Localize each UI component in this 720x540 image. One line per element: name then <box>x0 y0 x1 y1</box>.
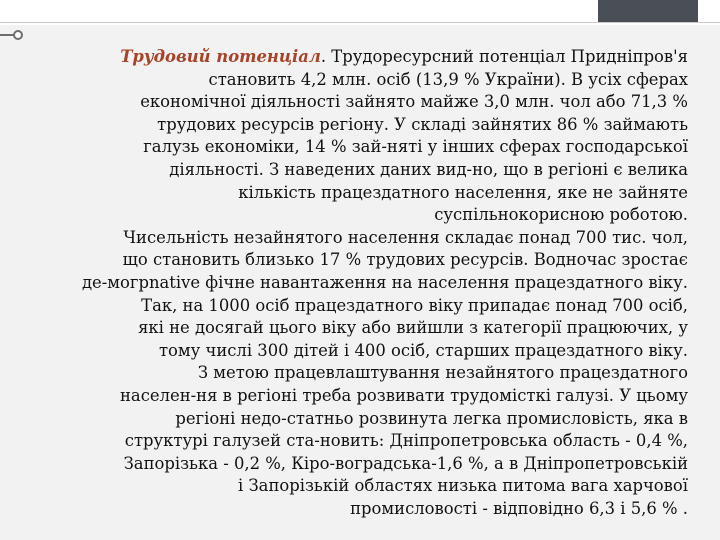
paragraph-3-line: населен-ня в регіоні треба розвивати трудомісткі галузі. У цьому <box>120 385 688 405</box>
paragraph-2-line: Так, на 1000 осіб працездатного віку припадає понад 700 осіб, <box>141 295 688 315</box>
paragraph-2 <box>46 227 688 363</box>
paragraph-1-line: галузь економіки, 14 % зай-няті у інших сферах господарської <box>143 137 688 157</box>
paragraph-1-line: становить 4,2 млн. осіб (13,9 % України). В усіх сферах <box>208 69 688 89</box>
paragraph-1-line: суспільнокорисною роботою. <box>434 205 688 225</box>
paragraph-2-line: де-могрnative фічне навантаження на населення працездатного віку. <box>81 272 688 292</box>
paragraph-2-line: тому числі 300 дітей і 400 осіб, старших працездатного віку. <box>158 340 688 360</box>
decorative-circle <box>13 30 23 40</box>
paragraph-1-first-line-text: . Трудоресурсний потенціал Придніпров'я <box>320 47 688 66</box>
paragraph-1-line: трудових ресурсів регіону. У складі зайнятих 86 % займають <box>157 114 688 134</box>
paragraph-3-line: і Запорізькій областях низька питома вага харчової <box>238 476 688 496</box>
paragraph-3-line: Запорізька - 0,2 %, Кіро-воградська-1,6 %, а в Дніпропетровській <box>123 453 688 473</box>
paragraph-2-line: Чисельність незайнятого населення складає понад 700 тис. чол, <box>123 227 688 247</box>
header-dark-block <box>598 0 698 22</box>
paragraph-2-line: що становить близько 17 % трудових ресурсів. Водночас зростає <box>122 250 688 270</box>
paragraph-1-line: кількість працездатного населення, яке не зайняте <box>238 182 688 202</box>
paragraph-3-line: регіоні недо-статньо розвинута легка промисловість, яка в <box>175 408 688 428</box>
term-heading: Трудовий потенціал <box>120 47 321 66</box>
paragraph-1-first-line <box>46 46 688 69</box>
paragraph-2-line: які не досягай цього віку або вийшли з категорії працюючих, у <box>138 318 688 338</box>
paragraph-3-line: промисловості - відповідно 6,3 і 5,6 % . <box>350 498 688 518</box>
slide-body <box>46 46 688 520</box>
paragraph-3-line: З метою працевлаштування незайнятого працездатного <box>197 363 688 383</box>
paragraph-1-line: економічної діяльності зайнято майже 3,0 млн. чол або 71,3 % <box>140 92 688 112</box>
header-divider <box>0 22 720 25</box>
paragraph-1 <box>46 46 688 227</box>
paragraph-1-line: діяльності. З наведених даних вид-но, що в регіоні є велика <box>169 159 688 179</box>
paragraph-3-line: структурі галузей ста-новить: Дніпропетровська область - 0,4 %, <box>124 431 688 451</box>
paragraph-3 <box>46 362 688 520</box>
